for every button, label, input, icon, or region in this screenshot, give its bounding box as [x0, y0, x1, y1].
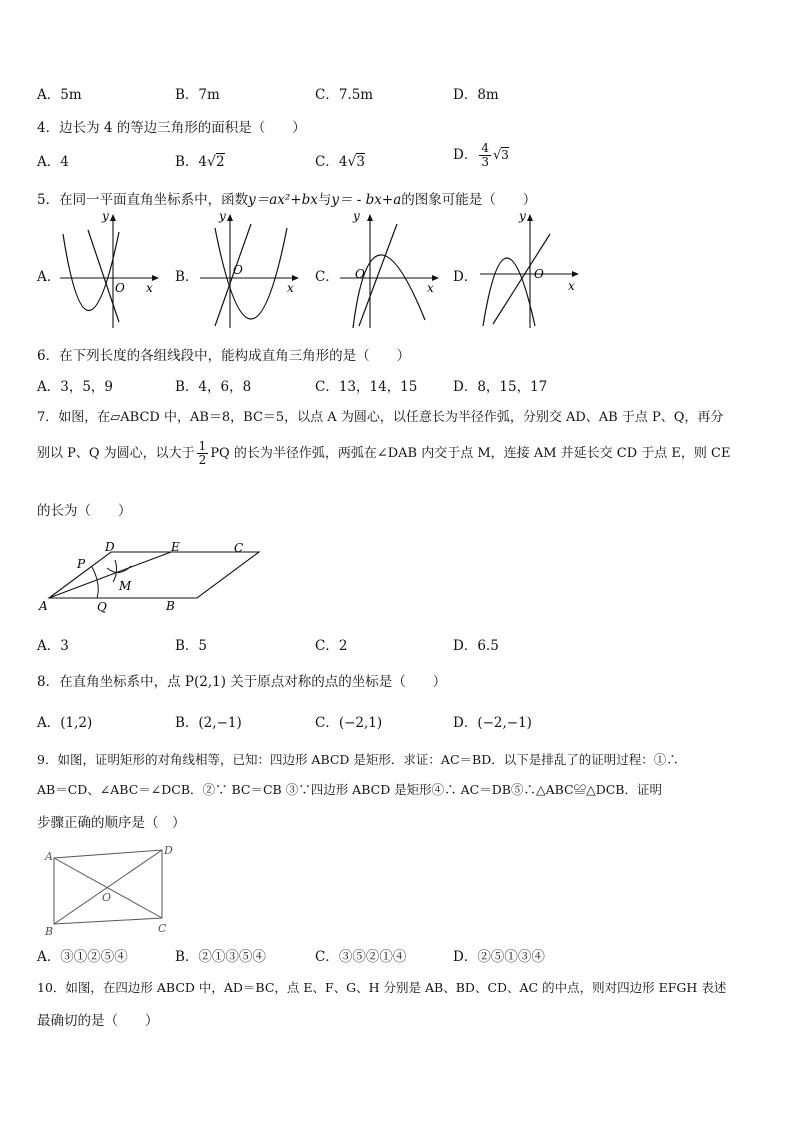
q5-stem-post: 的图象可能是（ ）	[401, 192, 537, 208]
q7-label-q: Q	[97, 600, 107, 614]
q9-line-2: AB＝CD、∠ABC＝∠DCB．②∵ BC＝CB ③∵四边形 ABCD 是矩形④∴ AC＝DB⑤∴△ABC≌△DCB．证明	[37, 782, 662, 797]
q4-b-coef: 4	[198, 154, 208, 170]
q5a-y-label: y	[102, 210, 109, 223]
q4-b-radicand: 2	[215, 154, 225, 170]
q4-c-label: C．	[315, 154, 339, 170]
q10-line-2: 最确切的是（ ）	[37, 1013, 159, 1029]
q5b-line	[215, 224, 251, 326]
q7-arc-pq	[92, 567, 98, 598]
q6-option-b: B．4，6，8	[175, 379, 252, 395]
q6-option-a: A．3，5，9	[37, 379, 114, 395]
q5d-x-label: x	[568, 279, 575, 293]
q5-label-c: C．	[315, 269, 339, 285]
q9-line-3: 步骤正确的顺序是（ ）	[37, 815, 186, 831]
q7-frac-den: 2	[198, 453, 207, 467]
q7-label-m: M	[119, 579, 132, 593]
q7-option-c: C．2	[315, 638, 348, 654]
q4-d-num: 4	[481, 141, 489, 155]
q3-option-a: A．5m	[37, 87, 82, 103]
q7-label-d: D	[105, 540, 115, 554]
q7-label-b: B	[166, 599, 175, 613]
q5-stem-mid: 与	[317, 192, 332, 208]
q9-diagonal-ac	[54, 858, 162, 918]
q7-arc-m2	[113, 560, 117, 582]
q6-stem: 6．在下列长度的各组线段中，能构成直角三角形的是（ ）	[37, 348, 411, 364]
q6-option-c: C．13，14，15	[315, 379, 418, 395]
q3-option-c: C．7.5m	[315, 87, 374, 103]
q9-label-b: B	[45, 925, 54, 938]
q7-line-3: 的长为（ ）	[37, 503, 132, 519]
q5-function-2: y＝ - bx+a	[331, 192, 402, 208]
q9-option-b: B．②①③⑤④	[175, 949, 266, 965]
q7-label-e: E	[171, 540, 180, 554]
q5-graph-b	[195, 210, 300, 330]
q3-option-b: B．7m	[175, 87, 220, 103]
q7-line2-post: PQ 的长为半径作弧，两弧在∠DAB 内交于点 M，连接 AM 并延长交 CD 于点 E，则 CE	[210, 446, 731, 461]
q9-diagonal-bd	[54, 850, 162, 924]
q5-label-b: B．	[175, 269, 199, 285]
q5-graph-c	[335, 210, 440, 330]
q9-figure	[40, 840, 180, 938]
q9-label-a: A	[45, 850, 53, 863]
q5b-x-label: x	[287, 281, 294, 295]
q7-option-a: A．3	[37, 638, 69, 654]
q7-option-b: B．5	[175, 638, 208, 654]
q9-label-d: D	[164, 844, 173, 857]
q5-stem	[37, 188, 536, 208]
q7-line-1: 7．如图，在▱ABCD 中，AB＝8，BC＝5，以点 A 为圆心，以任意长为半径作弧，分别交 AD、AB 于点 P、Q，再分	[37, 410, 724, 425]
q4-d-radicand: 3	[501, 148, 509, 162]
q7-option-d: D．6.5	[453, 638, 499, 654]
q9-line-1: 9．如图，证明矩形的对角线相等，已知：四边形 ABCD 是矩形．求证：AC＝BD．以下是排乱了的证明过程：①∴	[37, 752, 679, 767]
q4-option-b: B．4√2	[175, 154, 225, 170]
q5d-origin: O	[534, 267, 544, 281]
q4-d-den: 3	[481, 155, 489, 169]
q8-stem: 8．在直角坐标系中，点 P(2,1) 关于原点对称的点的坐标是（ ）	[37, 674, 447, 690]
q5b-origin: O	[233, 263, 243, 277]
q4-option-a: A．4	[37, 154, 69, 170]
q7-figure	[35, 538, 265, 616]
q7-label-p: P	[77, 557, 86, 571]
q5-graph-d	[475, 210, 580, 330]
q4-option-c: C．4√3	[315, 154, 365, 170]
q5-graph-a	[55, 210, 160, 330]
q7-frac-num: 1	[198, 439, 207, 453]
q3-option-d: D．8m	[453, 87, 499, 103]
q9-label-c: C	[158, 922, 167, 935]
q4-c-radicand: 3	[356, 154, 365, 170]
q7-line-ae	[49, 552, 171, 598]
q4-d-label: D．	[453, 147, 478, 163]
q9-label-o: O	[102, 891, 112, 904]
q5b-y-label: y	[219, 210, 226, 223]
q5d-y-label: y	[519, 210, 526, 223]
q5c-y-label: y	[353, 210, 360, 223]
q5c-parabola	[353, 255, 425, 328]
q5d-parabola	[483, 258, 535, 326]
q4-option-d: D． $\frac{4}{3}$ √3	[453, 141, 509, 169]
q8-option-b: B．(2,−1)	[175, 715, 242, 731]
q4-c-coef: 4	[338, 154, 348, 170]
q4-stem: 4．边长为 4 的等边三角形的面积是（ ）	[37, 120, 306, 136]
q5c-origin: O	[355, 267, 365, 281]
q5c-x-label: x	[427, 281, 434, 295]
q7-line-2	[37, 440, 730, 467]
q4-b-label: B．	[175, 154, 199, 170]
q8-option-a: A．(1,2)	[37, 715, 93, 731]
q10-line-1: 10．如图，在四边形 ABCD 中，AD＝BC，点 E、F、G、H 分别是 AB、BD、CD、AC 的中点，则对四边形 EFGH 表述	[37, 980, 727, 995]
q5a-line	[88, 230, 119, 322]
q6-option-d: D．8，15，17	[453, 379, 548, 395]
q5-function-1: y＝ax²+bx	[248, 192, 318, 208]
q8-option-c: C．(−2,1)	[315, 715, 383, 731]
q7-line2-pre: 别以 P、Q 为圆心，以大于	[37, 446, 195, 461]
q5a-origin: O	[115, 281, 125, 295]
q9-option-c: C．③⑤②①④	[315, 949, 407, 965]
q5-stem-pre: 5．在同一平面直角坐标系中，函数	[37, 192, 249, 208]
q7-label-a: A	[39, 599, 48, 613]
q9-option-a: A．③①②⑤④	[37, 949, 128, 965]
q9-option-d: D．②⑤①③④	[453, 949, 545, 965]
q5-label-a: A．	[37, 269, 61, 285]
q5b-parabola	[215, 228, 287, 319]
q5-label-d: D．	[453, 269, 478, 285]
q8-option-d: D．(−2,−1)	[453, 715, 532, 731]
q5a-x-label: x	[146, 281, 153, 295]
q7-label-c: C	[234, 541, 244, 555]
